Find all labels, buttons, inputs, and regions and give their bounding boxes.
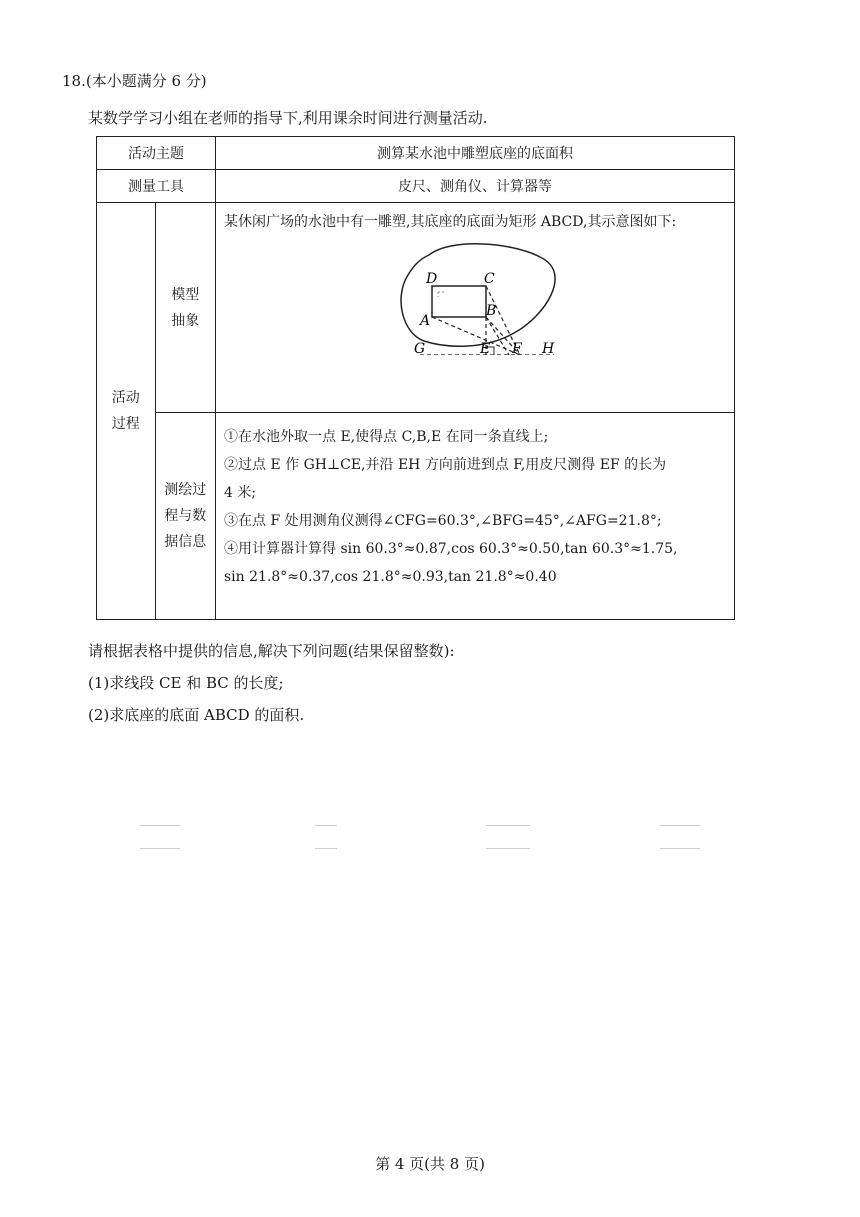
question-intro: 某数学学习小组在老师的指导下,利用课余时间进行测量活动.: [88, 109, 488, 127]
step-2b: 4 米;: [224, 485, 257, 501]
label-a: A: [420, 313, 431, 329]
data-steps-cell: [216, 413, 735, 620]
model-label-cell: [155, 203, 215, 413]
model-description: 某休闲广场的水池中有一雕塑,其底座的底面为矩形 ABCD,其示意图如下:: [224, 214, 677, 230]
data-label-line3: 据信息: [164, 534, 207, 550]
task-1: (1)求线段 CE 和 BC 的长度;: [88, 674, 284, 692]
theme-value-cell: [216, 137, 735, 170]
data-label-line2: 程与数: [164, 508, 207, 524]
process-label-line1: 活动: [111, 390, 140, 406]
step-4b: sin 21.8°≈0.37,cos 21.8°≈0.93,tan 21.8°≈0.40: [224, 569, 557, 585]
process-label-cell: [97, 203, 156, 620]
theme-value: 测算某水池中雕塑底座的底面积: [377, 146, 573, 162]
tasks-prompt: 请根据表格中提供的信息,解决下列问题(结果保留整数):: [88, 642, 455, 660]
model-desc-cell: [216, 203, 735, 413]
faint-mark-8: [660, 848, 700, 849]
faint-mark-7: [486, 848, 530, 849]
label-h: H: [542, 341, 555, 355]
step-1: ①在水池外取一点 E,使得点 C,B,E 在同一条直线上;: [224, 429, 549, 445]
tools-label-cell: [97, 170, 216, 203]
faint-mark-4: [660, 825, 700, 826]
theme-label: 活动主题: [128, 146, 184, 162]
task-2: (2)求底座的底面 ABCD 的面积.: [88, 706, 305, 724]
tools-label: 测量工具: [128, 179, 184, 195]
question-number: 18.: [62, 72, 86, 90]
theme-label-cell: [97, 137, 216, 170]
rectangle-abcd: [432, 286, 486, 317]
tools-value: 皮尺、测角仪、计算器等: [398, 179, 552, 195]
data-label-cell: [155, 413, 215, 620]
pool-diagram: [224, 237, 724, 355]
faint-mark-2: [315, 825, 337, 826]
faint-mark-1: [140, 825, 180, 826]
label-d: D: [426, 271, 438, 287]
faint-mark-5: [140, 848, 180, 849]
page-footer: 第 4 页(共 8 页): [375, 1155, 485, 1173]
label-b: B: [486, 303, 497, 319]
process-label-line2: 过程: [111, 416, 140, 432]
faint-mark-6: [315, 848, 337, 849]
step-4a: ④用计算器计算得 sin 60.3°≈0.87,cos 60.3°≈0.50,tan 60.3°≈1.75,: [224, 541, 678, 557]
activity-table: [96, 136, 735, 620]
label-c: C: [484, 271, 495, 287]
step-2a: ②过点 E 作 GH⊥CE,并沿 EH 方向前进到点 F,用皮尺测得 EF 的长为: [224, 457, 667, 473]
step-3: ③在点 F 处用测角仪测得∠CFG=60.3°,∠BFG=45°,∠AFG=21.8°;: [224, 513, 662, 529]
label-g: G: [414, 341, 426, 355]
faint-mark-3: [486, 825, 530, 826]
pool-outline: [401, 244, 555, 346]
model-label-line1: 模型: [171, 286, 200, 303]
label-e: E: [480, 341, 491, 355]
data-label-line1: 测绘过: [164, 482, 207, 498]
inner-dotted-mark: [438, 292, 446, 297]
label-f: F: [512, 341, 522, 355]
tools-value-cell: [216, 170, 735, 203]
question-score-note: (本小题满分 6 分): [85, 72, 207, 90]
model-label-line2: 抽象: [171, 312, 200, 329]
question-header: [62, 70, 207, 91]
